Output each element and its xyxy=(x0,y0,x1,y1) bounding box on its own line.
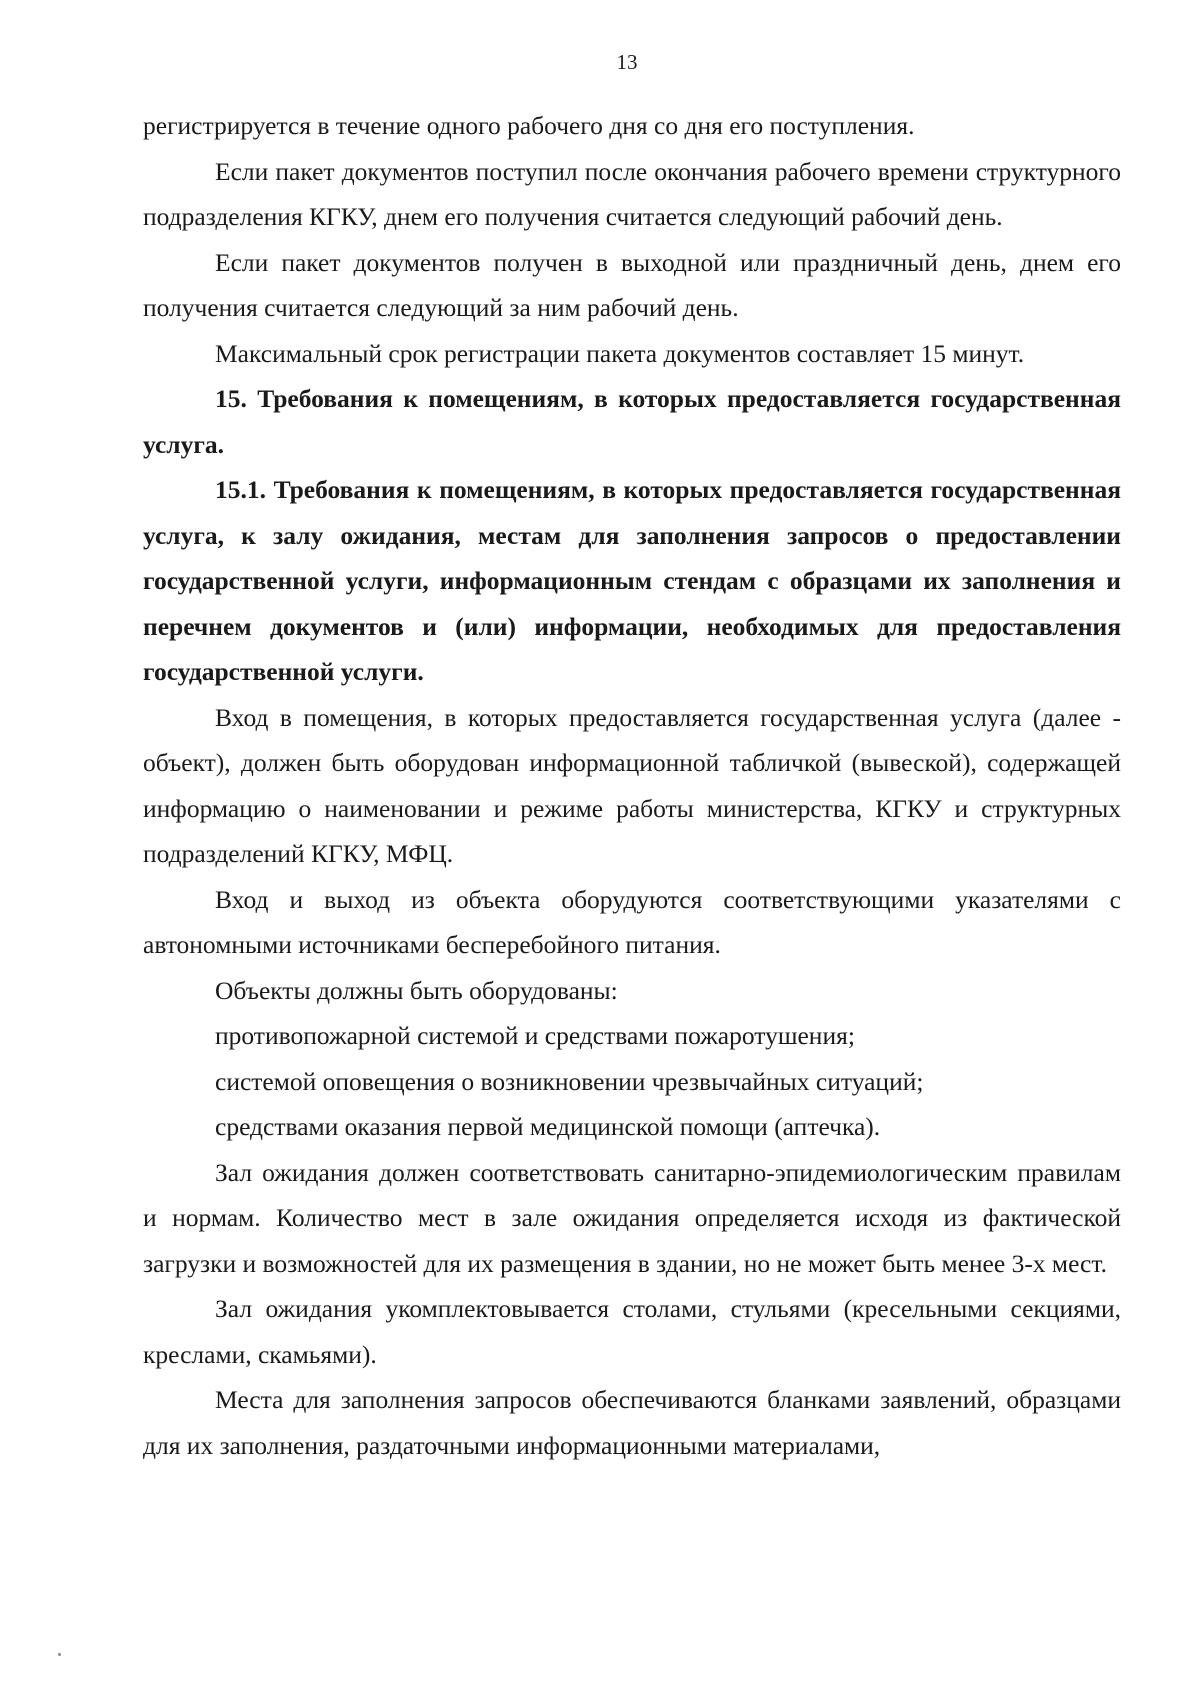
paragraph-entrance-sign: Вход в помещения, в которых предоставляется государственная услуга (далее - объект), должен быть оборудован информационной табличкой (вывеской), содержащей информацию о наименовании и режиме работы министерства, КГКУ и структурных подразделений КГКУ, МФЦ. xyxy=(143,702,1121,868)
list-item-fire-system: противопожарной системой и средствами пожаротушения; xyxy=(215,1021,855,1050)
paragraph-waiting-hall-norms: Зал ожидания должен соответствовать санитарно-эпидемиологическим правилам и нормам. Количество мест в зале ожидания определяется исходя из фактической загрузки и возможностей для их размещения в здании, но не может быть менее 3-х мест. xyxy=(143,1157,1121,1278)
document-body xyxy=(143,103,1121,1468)
paragraph-max-registration-time: Максимальный срок регистрации пакета документов составляет 15 минут. xyxy=(215,338,1025,368)
paragraph-registration-continued: регистрируется в течение одного рабочего дня со дня его поступления. xyxy=(143,111,915,140)
section-heading-15: 15. Требования к помещениям, в которых предоставляется государственная услуга. xyxy=(143,384,1121,459)
list-item-first-aid: средствами оказания первой медицинской помощи (аптечка). xyxy=(215,1112,881,1141)
paragraph-holiday: Если пакет документов получен в выходной или праздничный день, днем его получения считается следующий за ним рабочий день. xyxy=(143,247,1121,322)
paragraph-after-hours: Если пакет документов поступил после окончания рабочего времени структурного подразделения КГКУ, днем его получения считается следующий рабочий день. xyxy=(143,156,1121,231)
paragraph-equipment-intro: Объекты должны быть оборудованы: xyxy=(215,975,618,1005)
page-number: 13 xyxy=(616,50,638,74)
paragraph-waiting-hall-furniture: Зал ожидания укомплектовывается столами, стульями (кресельными секциями, креслами, скамьями). xyxy=(143,1294,1121,1369)
list-item-alert-system: системой оповещения о возникновении чрезвычайных ситуаций; xyxy=(215,1066,924,1096)
paragraph-entrance-exit-signs: Вход и выход из объекта оборудуются соответствующими указателями с автономными источниками бесперебойного питания. xyxy=(143,884,1121,959)
paragraph-request-places: Места для заполнения запросов обеспечиваются бланками заявлений, образцами для их заполнения, раздаточными информационными материалами, xyxy=(143,1385,1121,1460)
section-heading-15-1: 15.1. Требования к помещениям, в которых предоставляется государственная услуга, к залу ожидания, местам для заполнения запросов о предоставлении государственной услуги, информационным стендам с образцами их заполнения и перечнем документов и (или) информации, необходимых для предоставления государственной услуги. xyxy=(143,475,1121,686)
scan-speck xyxy=(58,1653,61,1656)
